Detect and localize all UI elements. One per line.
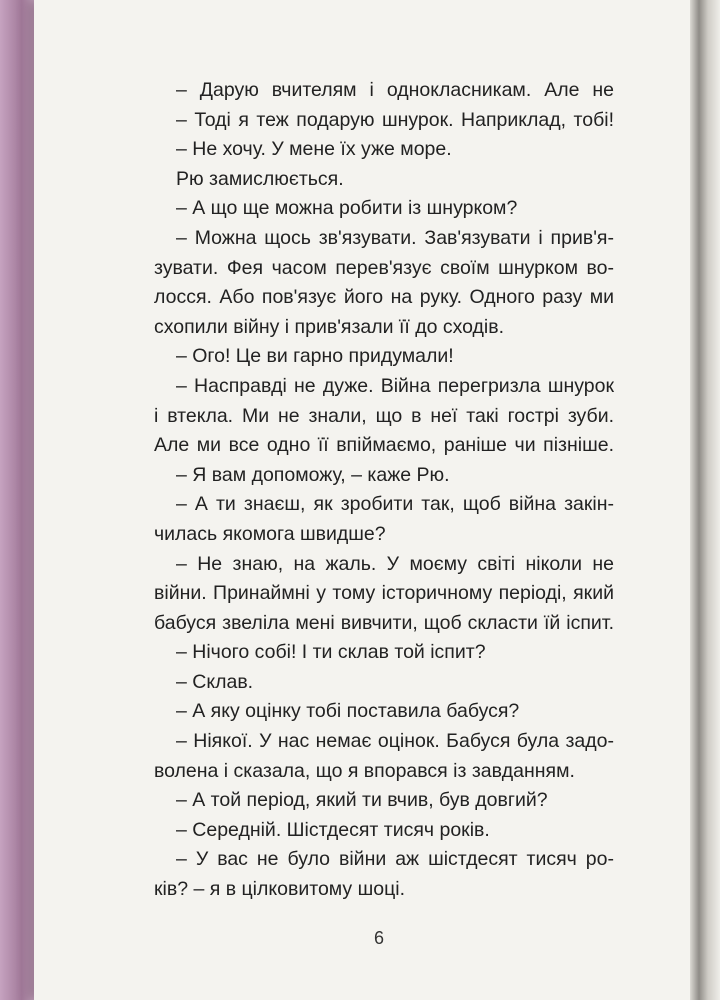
text-line: – Ого! Це ви гарно придумали!: [176, 345, 454, 368]
text-line: – Середній. Шістдесят тисяч років.: [176, 818, 490, 841]
text-line: війни. Принаймні у тому історичному періоді, який: [154, 582, 614, 605]
page-text: [154, 76, 614, 905]
text-line: волена і сказала, що я впорався із завданням.: [154, 759, 575, 782]
text-line: – У вас не було війни аж шістдесят тисяч ро-: [176, 848, 614, 871]
text-line: – Нічого собі! І ти склав той іспит?: [176, 641, 486, 664]
text-line: ків? – я в цілковитому шоці.: [154, 878, 405, 901]
text-line: – Ніякої. У нас немає оцінок. Бабуся була задо-: [176, 730, 614, 753]
text-line: – Тоді я теж подарую шнурок. Наприклад, тобі!: [176, 108, 614, 131]
text-line: – Насправді не дуже. Війна перегризла шнурок: [176, 374, 614, 397]
text-line: – А яку оцінку тобі поставила бабуся?: [176, 700, 520, 723]
text-line: – Можна щось зв'язувати. Зав'язувати і прив'я-: [176, 226, 614, 249]
text-line: – Дарую вчителям і однокласникам. Але не: [176, 79, 614, 101]
text-line: чилась якомога швидше?: [154, 522, 386, 545]
text-line: Але ми все одно її впіймаємо, раніше чи пізніше.: [154, 434, 614, 457]
page-stack-edge: [690, 0, 720, 1000]
text-line: бабуся звеліла мені вивчити, щоб скласти їй іспит.: [154, 611, 614, 634]
text-line: Рю замислюється.: [176, 167, 344, 190]
text-line: – А що ще можна робити із шнурком?: [176, 197, 518, 220]
text-line: – А ти знаєш, як зробити так, щоб війна закін-: [176, 493, 614, 516]
text-line: лосся. Або пов'язує його на руку. Одного разу ми: [154, 286, 614, 309]
text-line: – Я вам допоможу, – каже Рю.: [176, 463, 450, 486]
text-line: – Не знаю, на жаль. У моєму світі ніколи не: [176, 552, 614, 575]
page-number: 6: [374, 928, 385, 948]
text-line: – А той період, який ти вчив, був довгий?: [176, 789, 548, 812]
text-line: зувати. Фея часом перев'язує своїм шнурком во-: [154, 256, 614, 279]
text-line: і втекла. Ми не знали, що в неї такі гострі зуби.: [154, 404, 614, 427]
text-line: – Склав.: [176, 670, 254, 693]
text-line: – Не хочу. У мене їх уже море.: [176, 138, 452, 161]
text-line: схопили війну і прив'язали її до сходів.: [154, 315, 505, 338]
